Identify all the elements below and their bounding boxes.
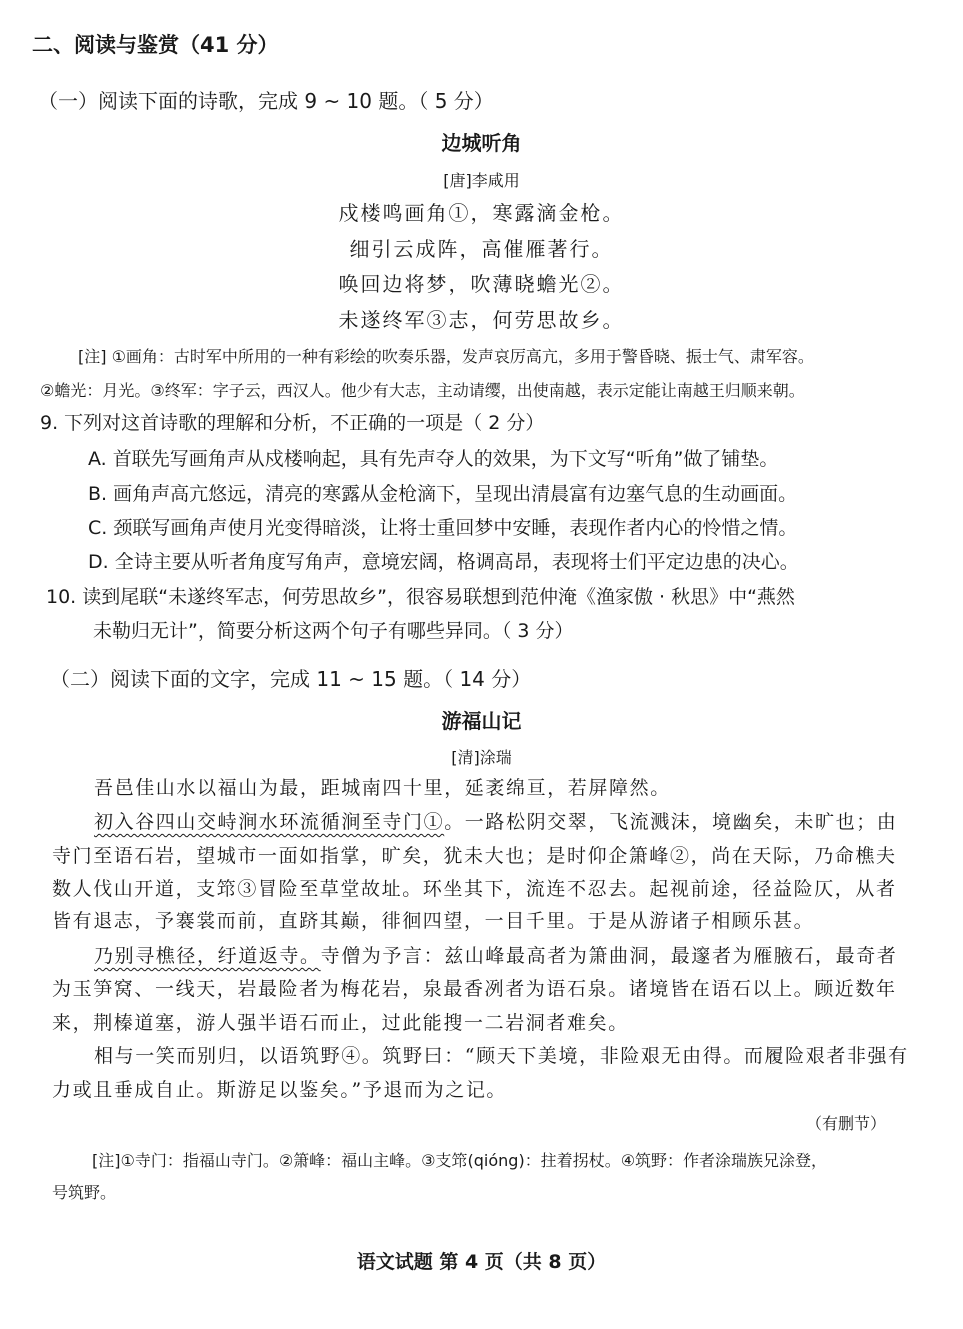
poem-title: 边城听角 xyxy=(441,131,522,155)
poem-line: 未遂终军③志，何劳思故乡。 xyxy=(338,308,625,332)
essay-note: 号筑野。 xyxy=(52,1183,117,1202)
edited-mark: （有删节） xyxy=(806,1114,887,1133)
essay-author: [清]涂瑞 xyxy=(451,748,512,767)
essay-line: 数人伐山开道，支筇③冒险至草堂故址。环坐其下，流连不忍去。起视前途，径益险仄，从者 xyxy=(52,878,897,900)
page-footer: 语文试题 第 4 页（共 8 页） xyxy=(356,1251,607,1273)
essay-title: 游福山记 xyxy=(441,709,522,733)
essay-line: 初入谷四山交峙涧水环流循涧至寺门①。一路松阴交翠，飞流溅沫，境幽矣，未旷也；由 xyxy=(94,811,898,833)
poem-author: [唐]李咸用 xyxy=(443,171,520,190)
question-9-option-a: A. 首联先写画角声从戍楼响起，具有先声夺人的效果，为下文写“听角”做了铺垫。 xyxy=(88,448,779,470)
poem-note: [注] ①画角：古时军中所用的一种有彩绘的吹奏乐器，发声哀厉高亢，多用于警昏晓、振士气、肃军容。 xyxy=(78,347,814,366)
essay-line: 力或且垂成自止。斯游足以鉴矣。”予退而为之记。 xyxy=(52,1079,508,1101)
poem-note: ②蟾光：月光。③终军：字子云，西汉人。他少有大志，主动请缨，出使南越，表示定能让南越王归顺来朝。 xyxy=(40,381,805,400)
poem-line: 细引云成阵，高催雁著行。 xyxy=(349,237,614,261)
question-9-stem: 9. 下列对这首诗歌的理解和分析，不正确的一项是（ 2 分） xyxy=(40,412,545,434)
question-9-option-b: B. 画角声高亢悠远，清亮的寒露从金枪滴下，呈现出清晨富有边塞气息的生动画面。 xyxy=(88,483,798,505)
underlined-sentence: 乃别寻樵径，纡道返寺。 xyxy=(94,945,321,967)
essay-line: 为玉笋窝、一线天，岩最险者为梅花岩，泉最香冽者为语石泉。诸境皆在语石以上。顾近数年 xyxy=(52,978,897,1000)
essay-line: 相与一笑而别归，以语筑野④。筑野曰：“顾天下美境，非险艰无由得。而履险艰者非强有 xyxy=(94,1045,909,1067)
essay-line: 来，荆榛道塞，游人强半语石而止，过此能搜一二岩洞者难矣。 xyxy=(52,1012,629,1034)
essay-line: 吾邑佳山水以福山为最，距城南四十里，延袤绵亘，若屏障然。 xyxy=(94,777,671,799)
essay-line: 乃别寻樵径，纡道返寺。寺僧为予言：兹山峰最高者为箫曲洞，最邃者为雁腋石，最奇者 xyxy=(94,945,898,967)
essay-note: [注]①寺门：指福山寺门。②箫峰：福山主峰。③支筇(qióng)：拄着拐杖。④筑野：作者涂瑞族兄涂登， xyxy=(92,1151,828,1170)
poem-line: 唤回边将梦，吹薄晓蟾光②。 xyxy=(338,272,625,296)
underlined-sentence: 初入谷四山交峙涧水环流循涧至寺门① xyxy=(94,811,445,833)
question-10-line: 10. 读到尾联“未遂终军志，何劳思故乡”，很容易联想到范仲淹《渔家傲 · 秋思》中“燕然 xyxy=(46,586,795,608)
part1-instruction: （一）阅读下面的诗歌，完成 9 ~ 10 题。（ 5 分） xyxy=(38,89,494,113)
question-10-line: 未勒归无计”，简要分析这两个句子有哪些异同。（ 3 分） xyxy=(93,620,574,642)
essay-line: 寺门至语石岩，望城市一面如指掌，旷矣，犹未大也；是时仰企箫峰②，尚在天际，乃命樵夫 xyxy=(52,845,897,867)
essay-line: 皆有退志，予褰裳而前，直跻其巅，徘徊四望，一目千里。于是从游诸子相顾乐甚。 xyxy=(52,910,815,932)
part2-instruction: （二）阅读下面的文字，完成 11 ~ 15 题。（ 14 分） xyxy=(50,667,532,691)
section-heading: 二、阅读与鉴赏（41 分） xyxy=(32,33,279,57)
poem-line: 戍楼鸣画角①，寒露滴金枪。 xyxy=(338,201,625,225)
question-9-option-c: C. 颈联写画角声使月光变得暗淡，让将士重回梦中安睡，表现作者内心的怜惜之情。 xyxy=(88,517,798,539)
question-9-option-d: D. 全诗主要从听者角度写角声，意境宏阔，格调高昂，表现将士们平定边患的决心。 xyxy=(88,551,799,573)
